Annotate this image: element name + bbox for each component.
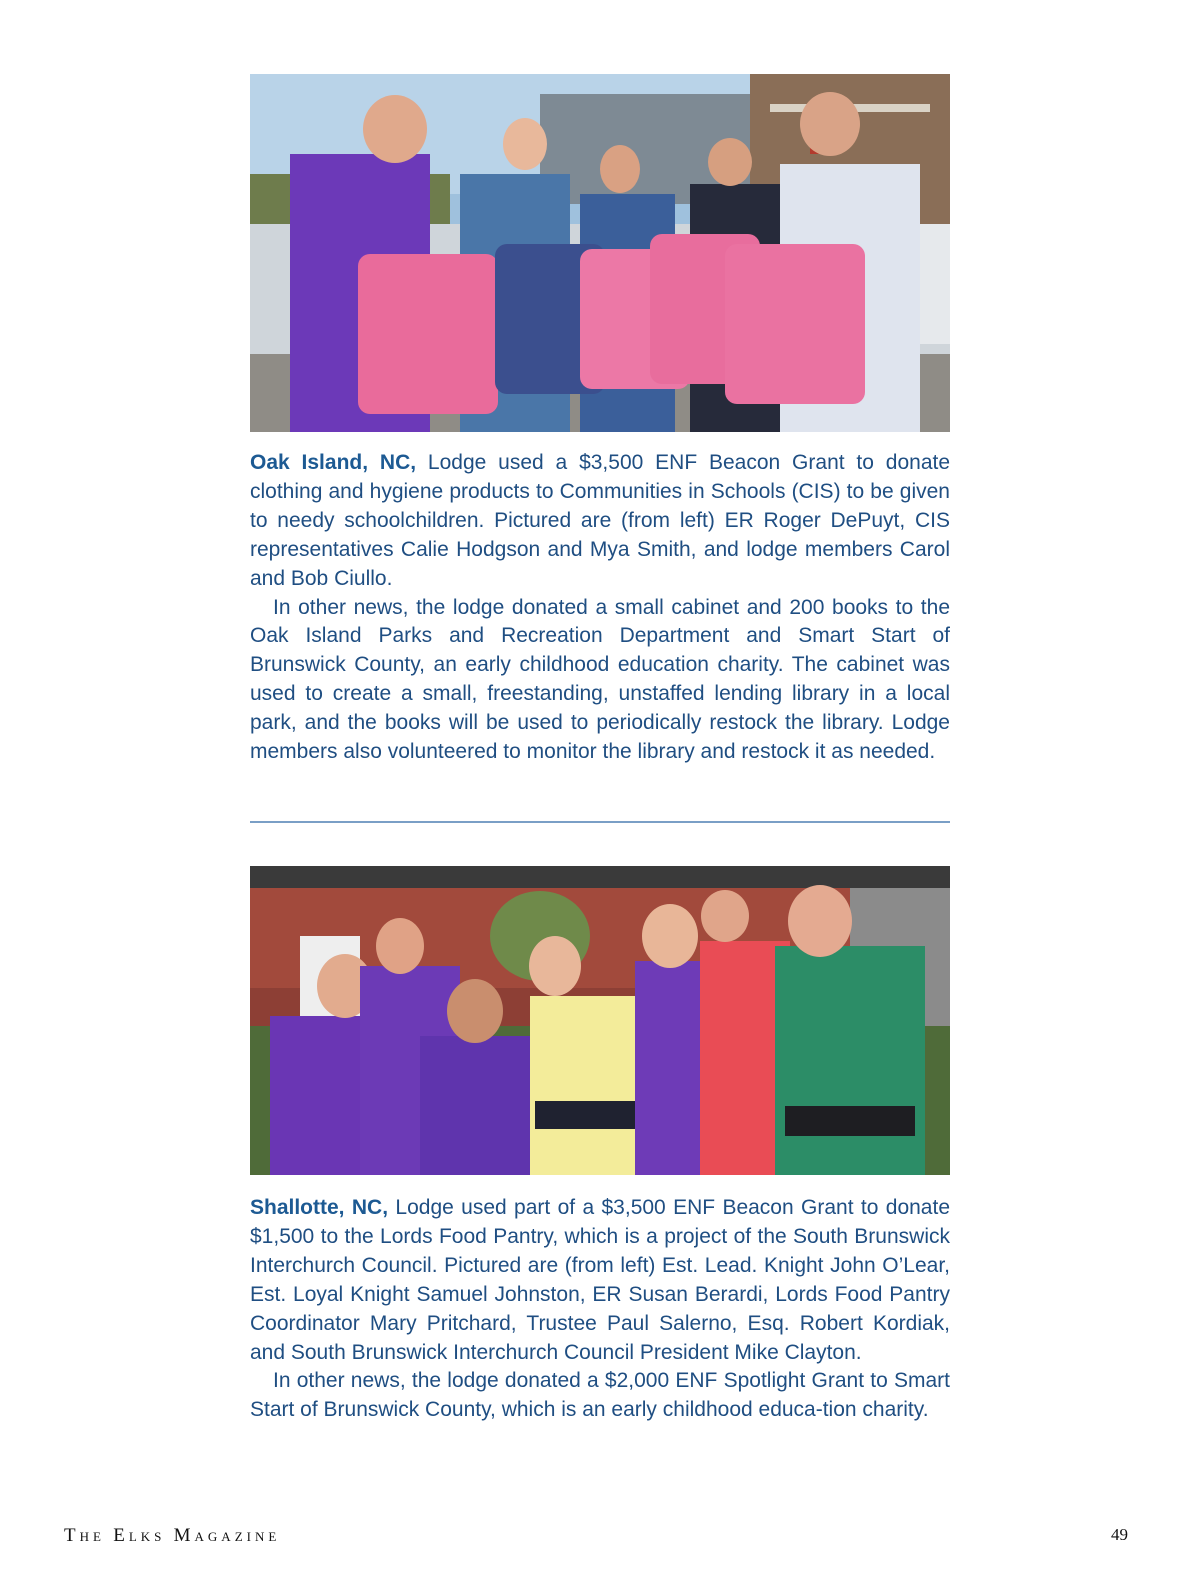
shallotte-body-1: Lodge used part of a $3,500 ENF Beacon Grant to donate $1,500 to the Lords Food Pantry, which is a project of the South Brunswick Interchurch Council. Pictured are (from left) Est. Lead. Knight John O’Lear, Est. Loyal Knight Samuel Johnston, ER Susan Berardi, Lords Food Pantry Coordinator Mary Pritchard, Trustee Paul Salerno, Esq. Robert Kordiak, and South Brunswick Interchurch Council President Mike Clayton. bbox=[250, 1196, 951, 1364]
magazine-word-he: HE bbox=[79, 1529, 105, 1544]
magazine-word-agazine: AGAZINE bbox=[194, 1529, 281, 1544]
oak-island-lead: Oak Island, NC, bbox=[250, 451, 417, 474]
page-number: 49 bbox=[1111, 1525, 1128, 1544]
shallotte-story bbox=[250, 1194, 950, 1425]
magazine-initial-t: T bbox=[64, 1525, 80, 1546]
story-divider bbox=[250, 821, 950, 823]
magazine-initial-e: E bbox=[113, 1525, 129, 1546]
oak-island-paragraph-2: In other news, the lodge donated a small cabinet and 200 books to the Oak Island Parks and Recreation Department and Smart Start of Brunswick County, an early childhood education charity. The cabinet was used to create a small, freestanding, unstaffed lending library in a local park, and the books will be used to periodically restock the library. Lodge members also volunteered to monitor the library and restock it as needed. bbox=[250, 595, 950, 764]
magazine-name bbox=[64, 1525, 280, 1547]
shallotte-paragraph-1 bbox=[250, 1194, 950, 1367]
shallotte-paragraph-2: In other news, the lodge donated a $2,000 ENF Spotlight Grant to Smart Start of Brunswick County, which is an early childhood educa-tion charity. bbox=[250, 1369, 950, 1422]
magazine-word-lks: LKS bbox=[128, 1529, 166, 1544]
magazine-initial-m: M bbox=[173, 1525, 195, 1546]
shallotte-lead: Shallotte, NC, bbox=[250, 1196, 389, 1219]
oak-island-body-1: Lodge used a $3,500 ENF Beacon Grant to donate clothing and hygiene products to Communities in Schools (CIS) to be given to needy schoolchildren. Pictured are (from left) ER Roger DePuyt, CIS representatives Calie Hodgson and Mya Smith, and lodge members Carol and Bob Ciullo. bbox=[250, 451, 951, 590]
oak-island-photo bbox=[250, 74, 950, 432]
shallotte-photo bbox=[250, 866, 950, 1175]
oak-island-paragraph-1 bbox=[250, 449, 950, 594]
oak-island-story bbox=[250, 449, 950, 767]
